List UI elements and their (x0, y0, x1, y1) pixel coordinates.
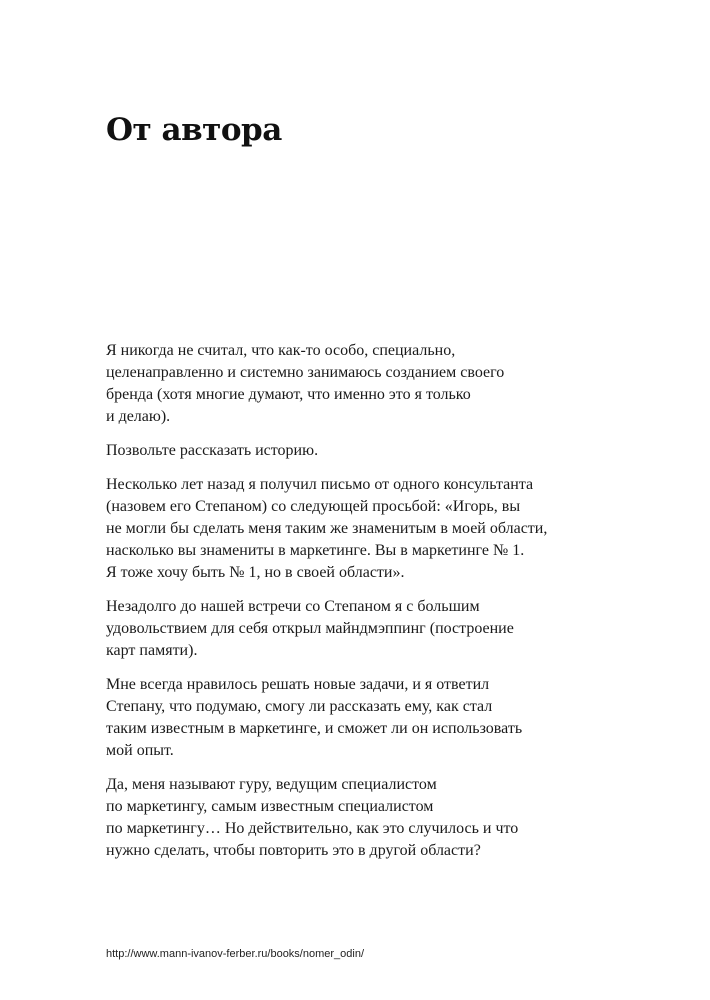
text-line: насколько вы знамениты в маркетинге. Вы в маркетинге № 1. (106, 542, 525, 559)
text-line: мой опыт. (106, 742, 174, 759)
text-line: Степану, что подумаю, смогу ли рассказать ему, как стал (106, 698, 493, 715)
text-line: целенаправленно и системно занимаюсь созданием своего (106, 364, 505, 381)
text-line: не могли бы сделать меня таким же знаменитым в моей области, (106, 520, 548, 537)
paragraph (106, 440, 586, 462)
text-line: удовольствием для себя открыл майндмэппинг (построение (106, 620, 514, 637)
paragraph (106, 674, 586, 762)
text-line: Мне всегда нравилось решать новые задачи, и я ответил (106, 676, 490, 693)
text-line: Я никогда не считал, что как-то особо, специально, (106, 342, 456, 359)
chapter-body (106, 340, 586, 874)
text-line: по маркетингу… Но действительно, как это случилось и что (106, 820, 519, 837)
text-line: и делаю). (106, 408, 171, 425)
text-line: Да, меня называют гуру, ведущим специалистом (106, 776, 437, 793)
text-line: Я тоже хочу быть № 1, но в своей области». (106, 564, 405, 581)
text-line: Незадолго до нашей встречи со Степаном я с большим (106, 598, 480, 615)
paragraph (106, 474, 586, 584)
text-line: (назовем его Степаном) со следующей просьбой: «Игорь, вы (106, 498, 521, 515)
paragraph (106, 596, 586, 662)
text-line: нужно сделать, чтобы повторить это в другой области? (106, 842, 481, 859)
text-line: по маркетингу, самым известным специалистом (106, 798, 434, 815)
text-line: Несколько лет назад я получил письмо от одного консультанта (106, 476, 534, 493)
text-line: карт памяти). (106, 642, 198, 659)
text-line: бренда (хотя многие думают, что именно это я только (106, 386, 471, 403)
paragraph (106, 340, 586, 428)
text-line: Позвольте рассказать историю. (106, 442, 319, 459)
chapter-title: От автора (106, 112, 282, 148)
paragraph (106, 774, 586, 862)
footer-url: http://www.mann-ivanov-ferber.ru/books/nomer_odin/ (106, 948, 365, 960)
text-line: таким известным в маркетинге, и сможет ли он использовать (106, 720, 523, 737)
